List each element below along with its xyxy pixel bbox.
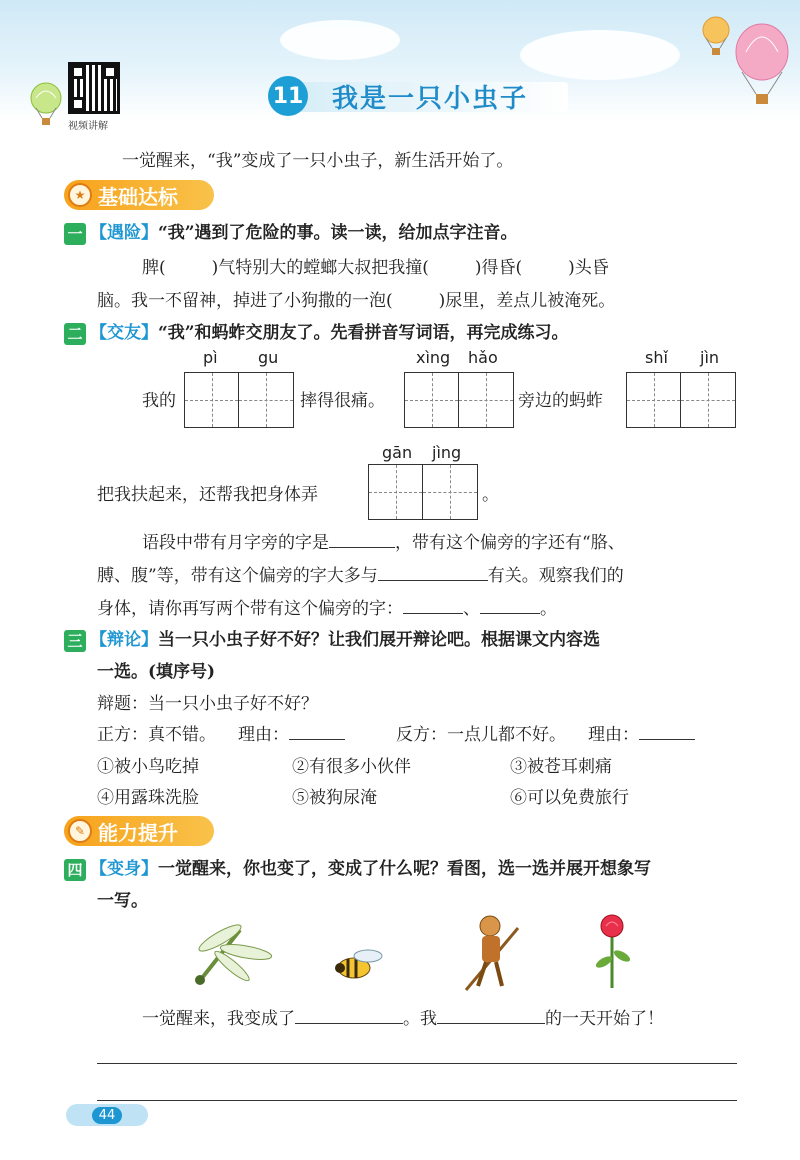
text-fragment: 身体，请你再写两个带有这个偏旁的字： <box>97 599 403 619</box>
question-tag: 【遇险】 <box>90 223 158 243</box>
balloon-icon <box>700 16 732 60</box>
question-text: 一觉醒来，你也变了，变成了什么呢？看图，选一选并展开想象写 <box>158 859 651 879</box>
text-fragment: )尿里，差点儿被淹死。 <box>438 291 616 311</box>
question-4-sentence <box>142 1004 664 1029</box>
pinyin: jìng <box>432 443 462 462</box>
text-fragment: 语段中带有月字旁的字是 <box>142 533 329 553</box>
option: ①被小鸟吃掉 <box>97 757 199 777</box>
answer-blank[interactable] <box>329 547 395 548</box>
text-fragment: 脾( <box>142 258 166 278</box>
cloud-decoration <box>520 30 680 80</box>
rose-icon[interactable] <box>590 912 636 990</box>
sentence-text: 摔得很痛。 <box>300 391 385 411</box>
lesson-title: 我是一只小虫子 <box>332 84 529 114</box>
book-icon: ✎ <box>68 819 92 843</box>
character-grid[interactable] <box>184 372 294 428</box>
section-label: 基础达标 <box>98 184 178 209</box>
answer-blank[interactable] <box>403 613 463 614</box>
text-fragment: 正方：真不错。 <box>97 725 216 745</box>
text-fragment: )得昏( <box>474 258 523 278</box>
question-1-line-2 <box>97 286 615 311</box>
page-number-badge <box>66 1104 148 1126</box>
section-label: 能力提升 <box>98 820 178 845</box>
question-number: 四 <box>64 859 86 881</box>
question-2-prompt <box>64 318 569 345</box>
sentence-text: 把我扶起来，还帮我把身体弄 <box>97 485 318 505</box>
balloon-icon <box>28 82 64 128</box>
option: ②有很多小伙伴 <box>292 757 411 777</box>
question-number: 二 <box>64 323 86 345</box>
answer-blank[interactable] <box>289 739 345 740</box>
grid-cell[interactable] <box>423 465 477 519</box>
grid-cell[interactable] <box>239 373 293 427</box>
section-badge-basic <box>64 180 214 210</box>
sentence-text: 我的 <box>142 391 176 411</box>
text-fragment: )气特别大的螳螂大叔把我撞( <box>211 258 429 278</box>
question-2-para-2 <box>97 561 624 586</box>
question-2-para-3 <box>97 594 557 619</box>
cloud-decoration <box>280 20 400 60</box>
question-4-prompt <box>64 854 651 881</box>
writing-line[interactable] <box>97 1063 737 1064</box>
sentence-text: 。 <box>482 485 499 505</box>
option: ⑥可以免费旅行 <box>510 788 629 808</box>
grid-cell[interactable] <box>369 465 423 519</box>
grid-cell[interactable] <box>405 373 459 427</box>
grid-cell[interactable] <box>459 373 513 427</box>
question-1-line-1 <box>142 253 609 278</box>
text-fragment: 。我 <box>403 1009 437 1029</box>
pinyin: pì <box>203 348 218 367</box>
pinyin: gu <box>258 348 279 367</box>
question-tag: 【变身】 <box>90 859 158 879</box>
question-3-prompt <box>64 625 600 652</box>
question-tag: 【交友】 <box>90 323 158 343</box>
answer-blank[interactable] <box>639 739 695 740</box>
monkey-king-icon[interactable] <box>460 910 524 994</box>
option: ③被苍耳刺痛 <box>510 757 612 777</box>
text-fragment: 的一天开始了！ <box>545 1009 664 1029</box>
bee-icon[interactable] <box>334 944 388 984</box>
text-fragment: 、 <box>463 599 480 619</box>
answer-blank[interactable] <box>480 613 540 614</box>
question-text: “我”和蚂蚱交朋友了。先看拼音写词语，再完成练习。 <box>158 323 569 343</box>
qr-label: 视频讲解 <box>68 121 108 132</box>
pinyin: hǎo <box>468 348 498 367</box>
pinyin: xìng <box>416 348 451 367</box>
option: ⑤被狗尿淹 <box>292 788 377 808</box>
lesson-number: 11 <box>268 76 308 116</box>
option: ④用露珠洗脸 <box>97 788 199 808</box>
text-fragment: 脑。我一不留神，掉进了小狗撒的一泡( <box>97 291 393 311</box>
medal-icon: ★ <box>68 183 92 207</box>
question-text: “我”遇到了危险的事。读一读，给加点字注音。 <box>158 223 518 243</box>
text-fragment: 理由： <box>238 725 289 745</box>
lesson-title-block <box>268 76 568 116</box>
debate-con <box>396 720 695 745</box>
pinyin: shǐ <box>645 348 668 367</box>
grid-cell[interactable] <box>185 373 239 427</box>
dragonfly-icon[interactable] <box>192 918 276 990</box>
grid-cell[interactable] <box>627 373 681 427</box>
character-grid[interactable] <box>368 464 478 520</box>
question-2-para-1 <box>142 528 625 553</box>
text-fragment: 有关。观察我们的 <box>487 566 624 586</box>
character-grid[interactable] <box>626 372 736 428</box>
intro-text: 一觉醒来，“我”变成了一只小虫子，新生活开始了。 <box>122 151 514 171</box>
question-1-prompt <box>64 218 518 245</box>
answer-blank[interactable] <box>295 1023 403 1024</box>
text-fragment: 一觉醒来，我变成了 <box>142 1009 295 1029</box>
answer-blank[interactable] <box>378 580 488 581</box>
text-fragment: )头昏 <box>568 258 609 278</box>
debate-topic: 辩题：当一只小虫子好不好？ <box>97 694 318 714</box>
answer-blank[interactable] <box>437 1023 545 1024</box>
question-tag: 【辩论】 <box>90 630 158 650</box>
section-badge-advanced <box>64 816 214 846</box>
pinyin: gān <box>382 443 413 462</box>
debate-pro <box>97 720 345 745</box>
qr-code[interactable] <box>68 62 120 114</box>
question-text: 当一只小虫子好不好？让我们展开辩论吧。根据课文内容选 <box>158 630 600 650</box>
text-fragment: 反方：一点儿都不好。 <box>396 725 566 745</box>
text-fragment: ，带有这个偏旁的字还有“胳、 <box>395 533 625 553</box>
question-number: 三 <box>64 630 86 652</box>
character-grid[interactable] <box>404 372 514 428</box>
balloon-icon <box>732 22 792 112</box>
pinyin: jìn <box>700 348 720 367</box>
text-fragment: 理由： <box>588 725 639 745</box>
sentence-text: 旁边的蚂蚱 <box>518 391 603 411</box>
question-4-prompt-cont: 一写。 <box>97 891 148 911</box>
text-fragment: 。 <box>540 599 557 619</box>
text-fragment: 膊、腹”等，带有这个偏旁的字大多与 <box>97 566 378 586</box>
question-number: 一 <box>64 223 86 245</box>
writing-line[interactable] <box>97 1100 737 1101</box>
page-number: 44 <box>92 1107 123 1124</box>
grid-cell[interactable] <box>681 373 735 427</box>
question-3-prompt-cont: 一选。(填序号) <box>97 662 216 682</box>
